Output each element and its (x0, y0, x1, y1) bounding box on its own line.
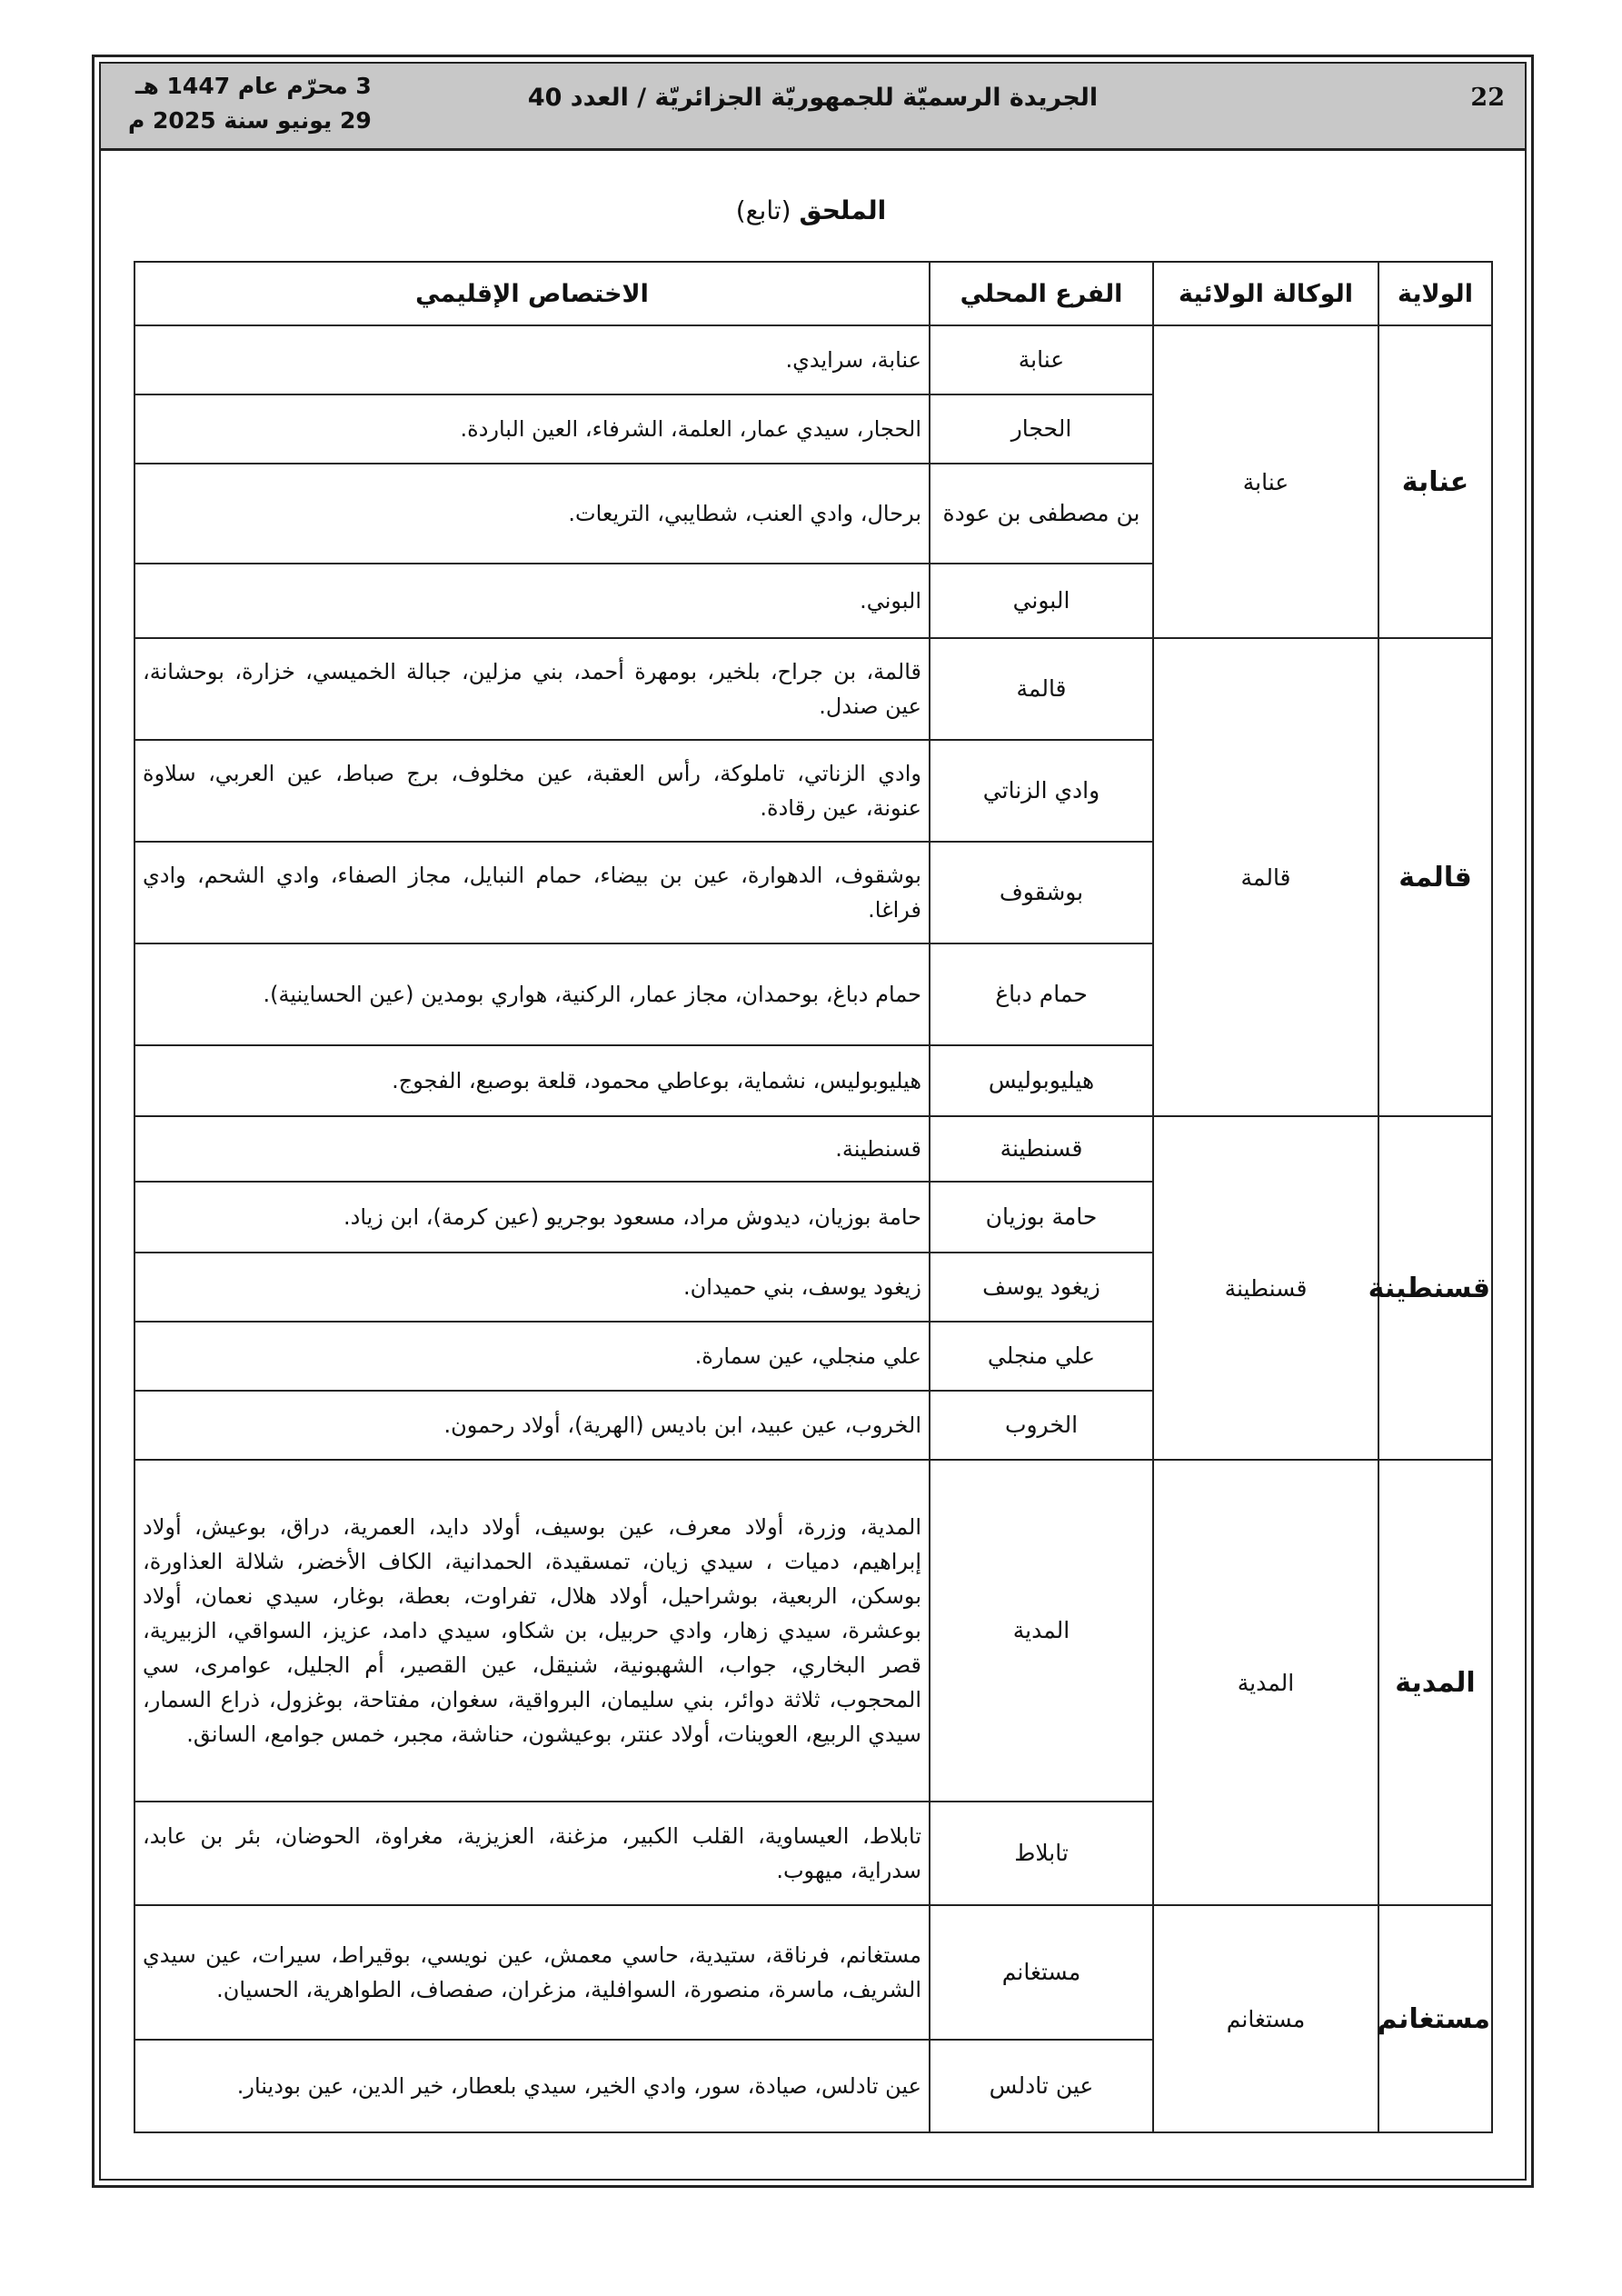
branch-cell: حامة بوزيان (930, 1182, 1153, 1253)
branch-cell: عين تادلس (930, 2040, 1153, 2132)
page-number: 22 (1470, 84, 1505, 112)
branch-cell: عنابة (930, 325, 1153, 394)
state-cell: قالمة (1378, 638, 1492, 1116)
page-header (101, 64, 1525, 151)
territory-cell: الحجار، سيدي عمار، العلمة، الشرفاء، العين الباردة. (134, 394, 930, 464)
header-state: الولاية (1378, 262, 1492, 325)
header-agency: الوكالة الولائية (1153, 262, 1378, 325)
annex-subtitle: (تابع) (735, 195, 791, 225)
branch-cell: مستغانم (930, 1905, 1153, 2040)
branch-cell: الحجار (930, 394, 1153, 464)
territory-cell: عنابة، سرايدي. (134, 325, 930, 394)
territory-cell: المدية، وزرة، أولاد معرف، عين بوسيف، أولاد دايد، العمرية، دراق، بوعيش، أولاد إبراهيم، دميات ، سيدي زيان، تمسقيدة، الحمدانية، الكاف الأخضر، شلالة العذاورة، بوسكن، الربعية، بوشراحيل، أولاد هلال، تفراوت، بعطة، بوغار، سيدي نعمان، أولاد بوعشرة، سيدي زهار، وادي حربيل، بن شكاو، سيدي دامد، عزيز، السواقي، الزبيرية، قصر البخاري، جواب، الشهبونية، شنيقل، عين القصير، أم الجليل، عوامرى، سي المحجوب، ثلاثة دوائر، بني سليمان، البرواقية، سغوان، مفتاحة، بوغزول، ذراع السمار، سيدي الربيع، العوينات، أولاد عنتر، بوعيشون، حناشة، مجبر، خمس جوامع، السانق. (134, 1460, 930, 1802)
branch-cell: الخروب (930, 1391, 1153, 1460)
territory-cell: قالمة، بن جراح، بلخير، بومهرة أحمد، بني مزلين، جبالة الخميسي، خزارة، بوحشانة، عين صندل. (134, 638, 930, 740)
state-cell: المدية (1378, 1460, 1492, 1905)
territory-cell: علي منجلي، عين سمارة. (134, 1322, 930, 1391)
branch-cell: تابلاط (930, 1802, 1153, 1905)
branch-cell: وادي الزناتي (930, 740, 1153, 842)
territory-cell: وادي الزناتي، تاملوكة، رأس العقبة، عين مخلوف، برج صباط، عين العربي، سلاوة عنونة، عين رقادة. (134, 740, 930, 842)
territory-cell: هيليوبوليس، نشماية، بوعاطي محمود، قلعة بوصبع، الفجوج. (134, 1045, 930, 1116)
issue-date (128, 69, 372, 138)
branch-cell: هيليوبوليس (930, 1045, 1153, 1116)
state-cell: مستغانم (1378, 1905, 1492, 2132)
territory-cell: زيغود يوسف، بني حميدان. (134, 1253, 930, 1322)
table-row (134, 638, 1492, 740)
table-row (134, 1905, 1492, 2040)
territory-cell: تابلاط، العيساوية، القلب الكبير، مزغنة، العزيزية، مغراوة، الحوضان، بئر بن عابد، سدراية، ميهوب. (134, 1802, 930, 1905)
territory-cell: الخروب، عين عبيد، ابن باديس (الهرية)، أولاد رحمون. (134, 1391, 930, 1460)
branch-cell: بن مصطفى بن عودة (930, 464, 1153, 564)
table-row (134, 325, 1492, 394)
date-hijri: 3 محرّم عام 1447 هـ (134, 73, 372, 99)
table-row (134, 1116, 1492, 1182)
territory-cell: برحال، وادي العنب، شطايبي، التريعات. (134, 464, 930, 564)
branch-cell: قسنطينة (930, 1116, 1153, 1182)
agency-cell: المدية (1153, 1460, 1378, 1905)
territory-cell: مستغانم، فرناقة، ستيدية، حاسي معمش، عين نويسي، بوقيراط، سيرات، عين سيدي الشريف، ماسرة، منصورة، السوافلية، مزغران، صفصاف، الطواهرية، الحسيان. (134, 1905, 930, 2040)
table-row (134, 1460, 1492, 1802)
territory-cell: بوشقوف، الدهوارة، عين بن بيضاء، حمام النبايل، مجاز الصفاء، وادي الشحم، وادي فراغا. (134, 842, 930, 943)
territory-cell: قسنطينة. (134, 1116, 930, 1182)
gazette-title: الجريدة الرسميّة للجمهوريّة الجزائريّة / العدد 40 (527, 84, 1099, 112)
territory-cell: حامة بوزيان، ديدوش مراد، مسعود بوجريو (عين كرمة)، ابن زياد. (134, 1182, 930, 1253)
header-branch: الفرع المحلي (930, 262, 1153, 325)
annex-table (134, 261, 1493, 2133)
territory-cell: البوني. (134, 564, 930, 638)
section-title (0, 195, 1622, 225)
date-gregorian: 29 يونيو سنة 2025 م (128, 107, 372, 134)
territory-cell: حمام دباغ، بوحمدان، مجاز عمار، الركنية، هواري بومدين (عين الحساينية). (134, 943, 930, 1045)
branch-cell: علي منجلي (930, 1322, 1153, 1391)
agency-cell: مستغانم (1153, 1905, 1378, 2132)
header-territory: الاختصاص الإقليمي (134, 262, 930, 325)
table-header-row (134, 262, 1492, 325)
branch-cell: المدية (930, 1460, 1153, 1802)
branch-cell: قالمة (930, 638, 1153, 740)
annex-title: الملحق (799, 195, 887, 225)
branch-cell: زيغود يوسف (930, 1253, 1153, 1322)
agency-cell: قسنطينة (1153, 1116, 1378, 1460)
branch-cell: بوشقوف (930, 842, 1153, 943)
branch-cell: حمام دباغ (930, 943, 1153, 1045)
branch-cell: البوني (930, 564, 1153, 638)
agency-cell: عنابة (1153, 325, 1378, 638)
agency-cell: قالمة (1153, 638, 1378, 1116)
state-cell: عنابة (1378, 325, 1492, 638)
state-cell: قسنطينة (1378, 1116, 1492, 1460)
territory-cell: عين تادلس، صيادة، سور، وادي الخير، سيدي بلعطار، خير الدين، عين بودينار. (134, 2040, 930, 2132)
